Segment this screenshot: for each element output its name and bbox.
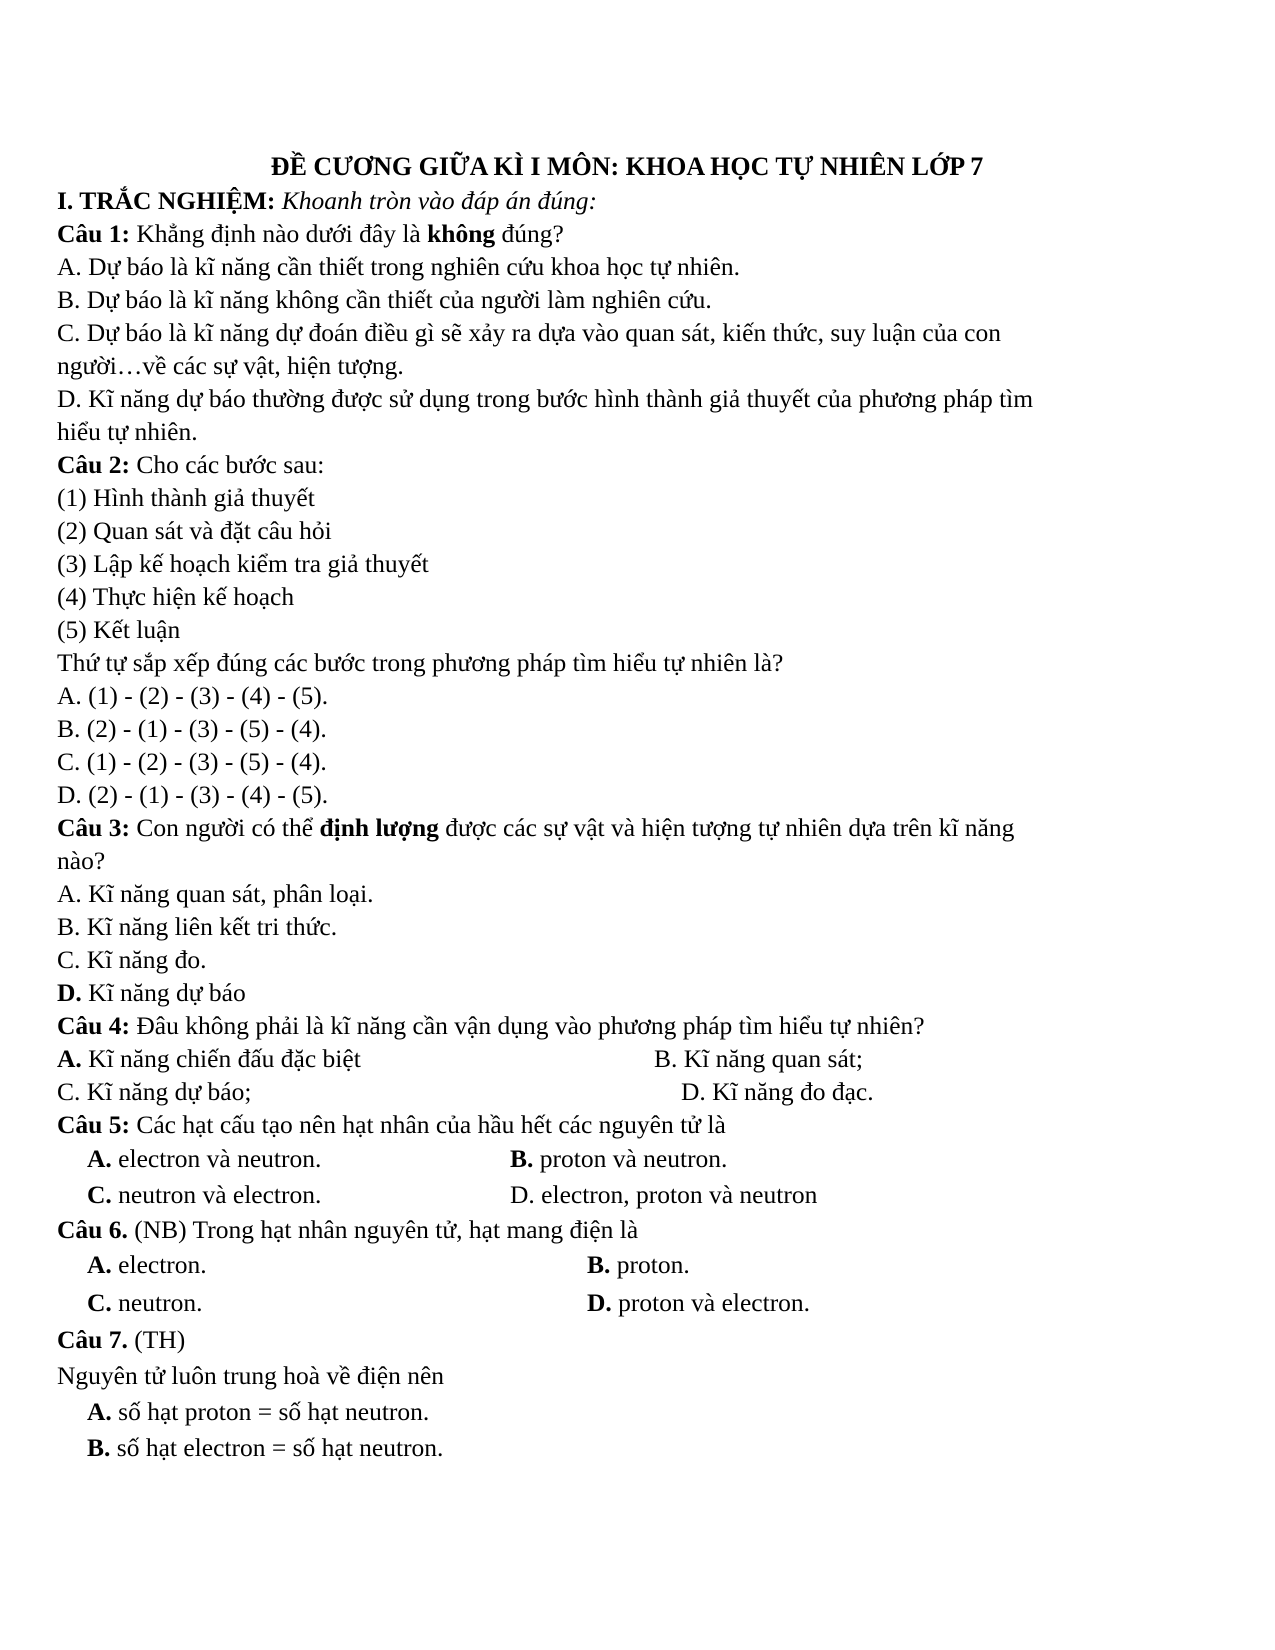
question-text: (NB) Trong hạt nhân nguyên tử, hạt mang điện là xyxy=(134,1215,639,1244)
option-b: B. (2) - (1) - (3) - (5) - (4). xyxy=(57,714,327,743)
option-label: A. xyxy=(87,1144,112,1173)
option-a: A. Kĩ năng quan sát, phân loại. xyxy=(57,879,374,908)
question-1 xyxy=(57,217,1217,250)
option-text: proton và neutron. xyxy=(539,1144,728,1173)
document-title: ĐỀ CƯƠNG GIỮA KÌ I MÔN: KHOA HỌC TỰ NHIÊN LỚP 7 xyxy=(270,152,984,181)
document-page xyxy=(57,150,1217,1466)
option-text: electron. xyxy=(118,1250,207,1279)
step-item: (1) Hình thành giả thuyết xyxy=(57,483,315,512)
option-text: Kĩ năng dự báo xyxy=(88,978,246,1007)
question-4 xyxy=(57,1009,1217,1042)
option-d: D. electron, proton và neutron xyxy=(510,1180,818,1209)
step-item: (2) Quan sát và đặt câu hỏi xyxy=(57,516,332,545)
option-b xyxy=(510,1141,727,1177)
question-text: Các hạt cấu tạo nên hạt nhân của hầu hết các nguyên tử là xyxy=(136,1110,726,1139)
option-a: A. (1) - (2) - (3) - (4) - (5). xyxy=(57,681,329,710)
option-b: B. Kĩ năng liên kết tri thức. xyxy=(57,912,338,941)
question-5 xyxy=(57,1108,1217,1141)
option-text: neutron và electron. xyxy=(118,1180,322,1209)
option-c: C. Kĩ năng đo. xyxy=(57,945,207,974)
option-c: C. Kĩ năng dự báo; xyxy=(57,1077,252,1106)
question-label: Câu 5: xyxy=(57,1110,130,1139)
option-b xyxy=(57,1430,1217,1466)
option-label: A. xyxy=(87,1250,112,1279)
options-row xyxy=(57,1284,1217,1322)
options-row xyxy=(57,1246,1217,1284)
question-text: được các sự vật và hiện tượng tự nhiên dựa trên kĩ năng xyxy=(445,813,1015,842)
option-b: B. Dự báo là kĩ năng không cần thiết của người làm nghiên cứu. xyxy=(57,285,712,314)
step-item: (4) Thực hiện kế hoạch xyxy=(57,582,295,611)
question-label: Câu 7. xyxy=(57,1325,128,1354)
step-item: (5) Kết luận xyxy=(57,615,181,644)
question-2 xyxy=(57,448,1217,481)
options-row xyxy=(57,1141,1217,1177)
question-label: Câu 2: xyxy=(57,450,130,479)
option-c-continued: người…về các sự vật, hiện tượng. xyxy=(57,351,404,380)
question-label: Câu 4: xyxy=(57,1011,130,1040)
option-b xyxy=(587,1246,690,1284)
option-a: A. Dự báo là kĩ năng cần thiết trong nghiên cứu khoa học tự nhiên. xyxy=(57,252,741,281)
question-label: Câu 1: xyxy=(57,219,130,248)
section-heading xyxy=(57,184,1217,217)
question-text: Cho các bước sau: xyxy=(136,450,325,479)
option-d-continued: hiểu tự nhiên. xyxy=(57,417,198,446)
option-c: C. Dự báo là kĩ năng dự đoán điều gì sẽ xảy ra dựa vào quan sát, kiến thức, suy luận của con xyxy=(57,318,1001,347)
option-c: C. (1) - (2) - (3) - (5) - (4). xyxy=(57,747,327,776)
option-c xyxy=(87,1288,202,1317)
option-text: Kĩ năng chiến đấu đặc biệt xyxy=(88,1044,361,1073)
option-text: electron và neutron. xyxy=(118,1144,322,1173)
section-label: I. TRẮC NGHIỆM: xyxy=(57,186,276,215)
option-b: B. Kĩ năng quan sát; xyxy=(654,1044,863,1073)
section-instruction: Khoanh tròn vào đáp án đúng: xyxy=(281,186,597,215)
question-emphasis: định lượng xyxy=(319,813,439,842)
options-row xyxy=(57,1042,1217,1075)
question-prompt: Thứ tự sắp xếp đúng các bước trong phương pháp tìm hiểu tự nhiên là? xyxy=(57,648,784,677)
option-d xyxy=(587,1284,810,1322)
option-label: A. xyxy=(57,1044,82,1073)
question-emphasis: không xyxy=(427,219,496,248)
option-text: số hạt proton = số hạt neutron. xyxy=(118,1397,430,1426)
option-label: A. xyxy=(87,1397,112,1426)
question-6 xyxy=(57,1213,1217,1246)
option-label: B. xyxy=(510,1144,534,1173)
option-text: proton. xyxy=(616,1250,690,1279)
question-text: Con người có thể xyxy=(136,813,314,842)
option-text: số hạt electron = số hạt neutron. xyxy=(116,1433,444,1462)
option-label: B. xyxy=(587,1250,611,1279)
option-a xyxy=(57,1394,1217,1430)
question-label: Câu 3: xyxy=(57,813,130,842)
option-a xyxy=(87,1250,207,1279)
question-text: đúng? xyxy=(501,219,564,248)
option-text: neutron. xyxy=(118,1288,203,1317)
option-label: D. xyxy=(57,978,82,1007)
question-text: Khẳng định nào dưới đây là xyxy=(136,219,421,248)
option-label: D. xyxy=(587,1288,612,1317)
question-text-continued: nào? xyxy=(57,846,106,875)
option-label: C. xyxy=(87,1288,112,1317)
question-text: Đâu không phải là kĩ năng cần vận dụng vào phương pháp tìm hiểu tự nhiên? xyxy=(136,1011,925,1040)
options-row xyxy=(57,1075,1217,1108)
option-a xyxy=(87,1144,321,1173)
question-7 xyxy=(57,1322,1217,1358)
option-c xyxy=(87,1180,321,1209)
question-text: Nguyên tử luôn trung hoà về điện nên xyxy=(57,1361,445,1390)
option-text: proton và electron. xyxy=(618,1288,811,1317)
option-d: D. Kĩ năng đo đạc. xyxy=(681,1077,874,1106)
option-label: C. xyxy=(87,1180,112,1209)
question-tag: (TH) xyxy=(134,1325,186,1354)
option-d xyxy=(57,976,1217,1009)
option-d: D. Kĩ năng dự báo thường được sử dụng trong bước hình thành giả thuyết của phương pháp tìm xyxy=(57,384,1034,413)
step-item: (3) Lập kế hoạch kiểm tra giả thuyết xyxy=(57,549,429,578)
options-row xyxy=(57,1177,1217,1213)
option-d: D. (2) - (1) - (3) - (4) - (5). xyxy=(57,780,329,809)
question-3 xyxy=(57,811,1217,844)
option-label: B. xyxy=(87,1433,111,1462)
question-label: Câu 6. xyxy=(57,1215,128,1244)
option-a xyxy=(57,1044,361,1073)
